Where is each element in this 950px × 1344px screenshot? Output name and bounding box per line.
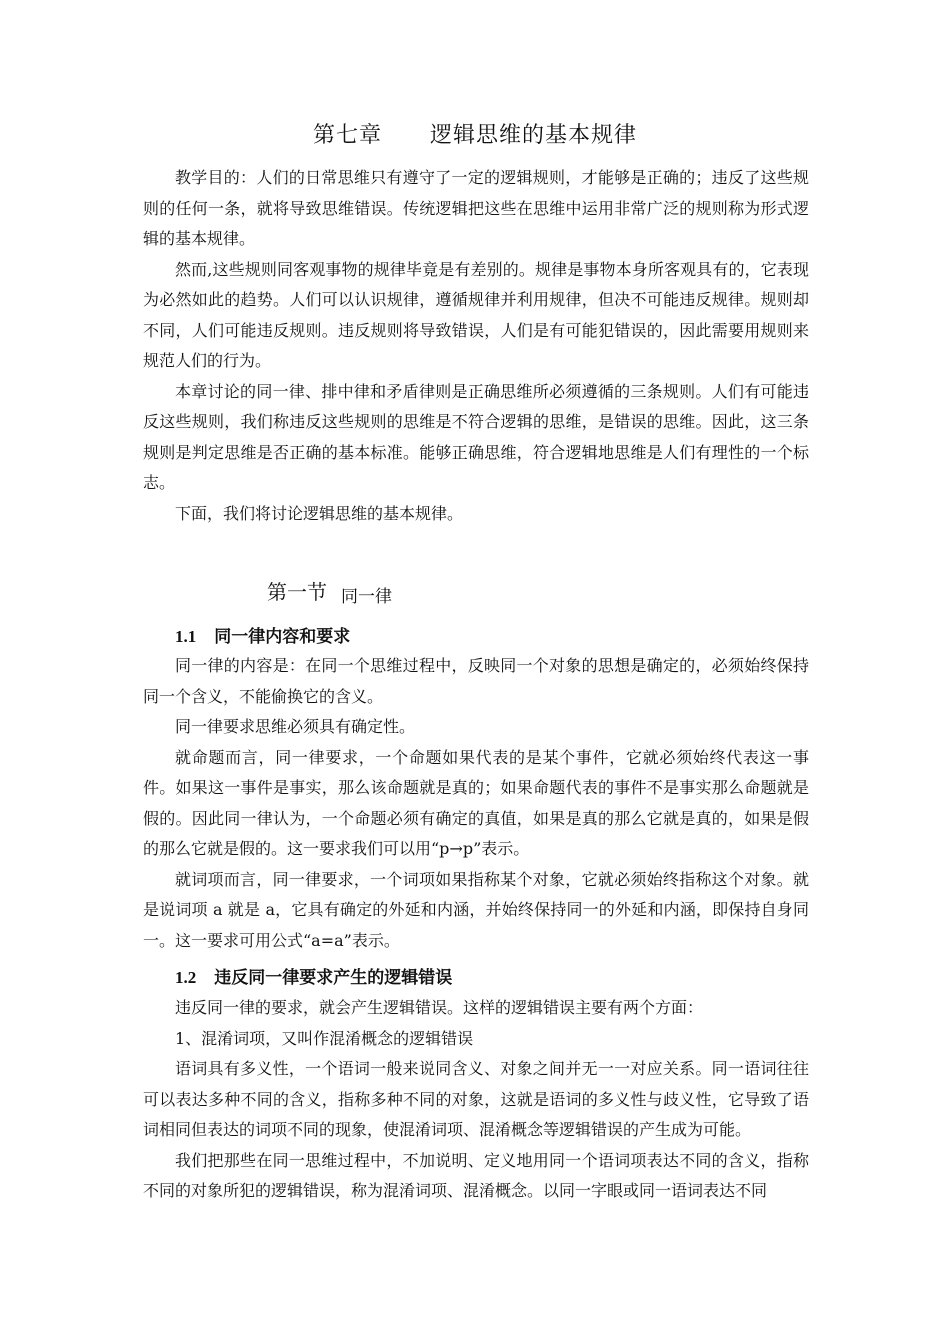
chapter-name: 逻辑思维的基本规律 <box>430 123 638 148</box>
subsection-title: 违反同一律要求产生的逻辑错误 <box>214 968 453 988</box>
subsection-1-1-body <box>143 651 809 956</box>
section-number: 第一节 <box>267 580 327 604</box>
body-paragraph: 同一律的内容是：在同一个思维过程中，反映同一个对象的思想是确定的，必须始终保持同一个含义，不能偷换它的含义。 <box>143 656 809 706</box>
intro-paragraph: 下面，我们将讨论逻辑思维的基本规律。 <box>175 503 464 523</box>
subsection-1-2-body <box>143 993 809 1207</box>
body-paragraph: 1、混淆词项，又叫作混淆概念的逻辑错误 <box>175 1028 474 1048</box>
body-paragraph: 同一律要求思维必须具有确定性。 <box>175 717 416 736</box>
body-paragraph: 就词项而言，同一律要求，一个词项如果指称某个对象，它就必须始终指称这个对象。就是说词项 a 就是 a，它具有确定的外延和内涵，并始终保持同一的外延和内涵，即保持自身同一。这一要求可用公式“a=a”表示。 <box>143 869 809 950</box>
subsection-number: 1.1 <box>175 627 197 646</box>
section-title <box>267 576 392 605</box>
section-name: 同一律 <box>341 587 392 607</box>
intro-paragraph: 然而,这些规则同客观事物的规律毕竟是有差别的。规律是事物本身所客观具有的，它表现为必然如此的趋势。人们可以认识规律，遵循规律并利用规律，但决不可能违反规律。规则却不同，人们可能违反规则。违反规则将导致错误，人们是有可能犯错误的，因此需要用规则来规范人们的行为。 <box>143 259 809 370</box>
intro-paragraph: 本章讨论的同一律、排中律和矛盾律则是正确思维所必须遵循的三条规则。人们有可能违反这些规则，我们称违反这些规则的思维是不符合逻辑的思维，是错误的思维。因此，这三条规则是判定思维是否正确的基本标准。能够正确思维，符合逻辑地思维是人们有理性的一个标志。 <box>143 381 809 492</box>
subsection-heading-1-2 <box>175 963 452 988</box>
body-paragraph: 就命题而言，同一律要求，一个命题如果代表的是某个事件，它就必须始终代表这一事件。如果这一事件是事实，那么该命题就是真的；如果命题代表的事件不是事实那么命题就是假的。因此同一律认为，一个命题必须有确定的真值，如果是真的那么它就是真的，如果是假的那么它就是假的。这一要求我们可以用“p→p”表示。 <box>143 747 809 858</box>
intro-block <box>143 163 809 529</box>
intro-paragraph: 教学目的：人们的日常思维只有遵守了一定的逻辑规则，才能够是正确的；违反了这些规则的任何一条，就将导致思维错误。传统逻辑把这些在思维中运用非常广泛的规则称为形式逻辑的基本规律。 <box>143 168 809 248</box>
body-paragraph: 语词具有多义性，一个语词一般来说同含义、对象之间并无一一对应关系。同一语词往往可以表达多种不同的含义，指称多种不同的对象，这就是语词的多义性与歧义性，它导致了语词相同但表达的词项不同的现象，使混淆词项、混淆概念等逻辑错误的产生成为可能。 <box>143 1059 809 1139</box>
subsection-heading-1-1 <box>175 622 350 647</box>
chapter-number: 第七章 <box>312 123 382 148</box>
body-paragraph: 我们把那些在同一思维过程中，不加说明、定义地用同一个语词项表达不同的含义，指称不同的对象所犯的逻辑错误，称为混淆词项、混淆概念。以同一字眼或同一语词表达不同 <box>143 1150 809 1200</box>
chapter-title <box>0 118 950 149</box>
body-paragraph: 违反同一律的要求，就会产生逻辑错误。这样的逻辑错误主要有两个方面： <box>175 998 704 1017</box>
subsection-title: 同一律内容和要求 <box>214 627 351 647</box>
subsection-number: 1.2 <box>175 968 197 987</box>
